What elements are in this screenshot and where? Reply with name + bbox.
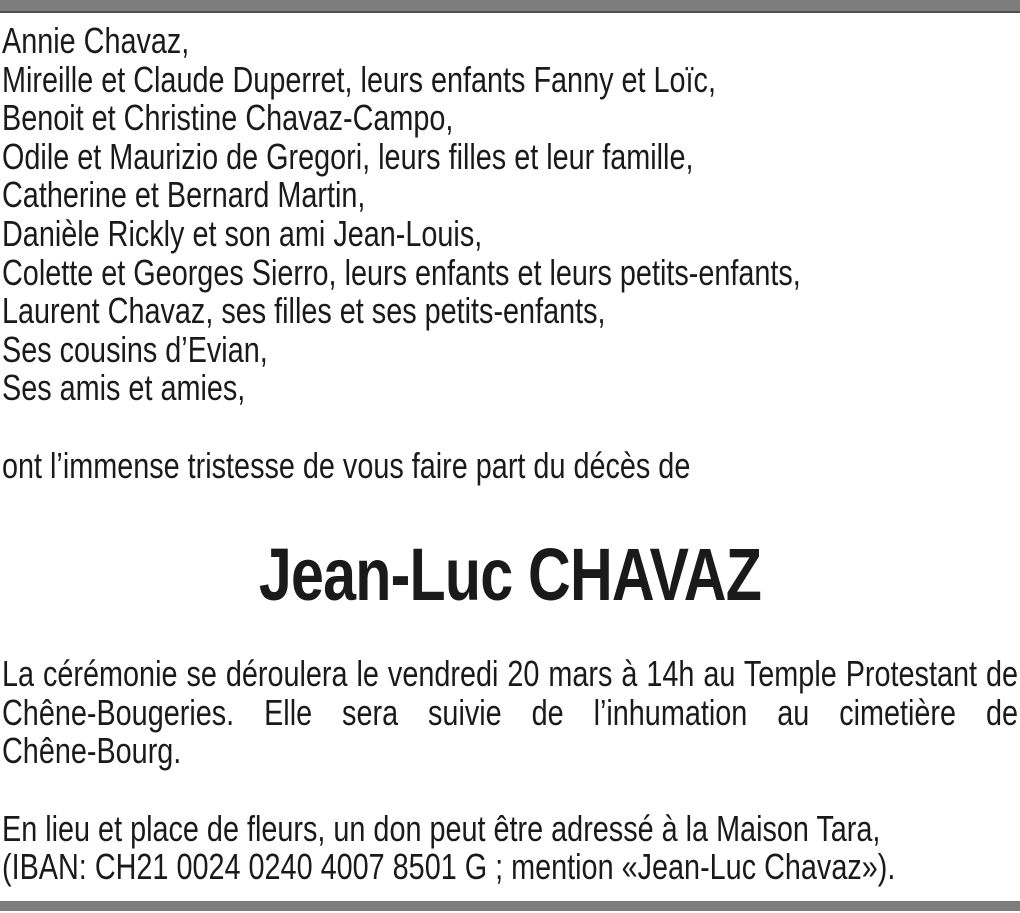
blank-line: [2, 408, 1018, 447]
donation-paragraph: [2, 807, 1018, 888]
family-line: Catherine et Bernard Martin,: [2, 174, 366, 216]
top-divider-bar: [0, 0, 1020, 13]
ceremony-line: La cérémonie se déroulera le vendredi 20 mars à 14h au Temple Protestant de: [2, 653, 1018, 695]
deceased-name: Jean-Luc CHAVAZ: [258, 533, 762, 617]
donation-line: (IBAN: CH21 0024 0240 4007 8501 G ; mention «Jean-Luc Chavaz»).: [2, 846, 896, 888]
bottom-divider-bar: [0, 901, 1020, 911]
ceremony-paragraph: [2, 655, 1018, 771]
family-line: Colette et Georges Sierro, leurs enfants et leurs petits-enfants,: [2, 251, 801, 293]
blank-line: [2, 771, 1018, 810]
family-line: Mireille et Claude Duperret, leurs enfants Fanny et Loïc,: [2, 58, 716, 100]
donation-line: En lieu et place de fleurs, un don peut être adressé à la Maison Tara,: [2, 807, 881, 849]
family-line: Benoit et Christine Chavaz-Campo,: [2, 97, 454, 139]
intro-line: ont l’immense tristesse de vous faire part du décès de: [2, 444, 691, 486]
family-line: Laurent Chavaz, ses filles et ses petits-enfants,: [2, 290, 606, 332]
ceremony-line: Chêne-Bourg.: [2, 730, 182, 772]
family-line: Danièle Rickly et son ami Jean-Louis,: [2, 212, 483, 254]
ceremony-line: Chêne-Bougeries. Elle sera suivie de l’inhumation au cimetière de: [2, 691, 1018, 733]
family-line: Annie Chavaz,: [2, 20, 190, 61]
family-line: Ses cousins d’Evian,: [2, 328, 268, 370]
family-line: Odile et Maurizio de Gregori, leurs filles et leur famille,: [2, 135, 694, 177]
notice-content: [2, 13, 1018, 887]
family-line: Ses amis et amies,: [2, 367, 246, 409]
notice-text-block: [2, 22, 1018, 887]
family-list: [2, 22, 1018, 408]
